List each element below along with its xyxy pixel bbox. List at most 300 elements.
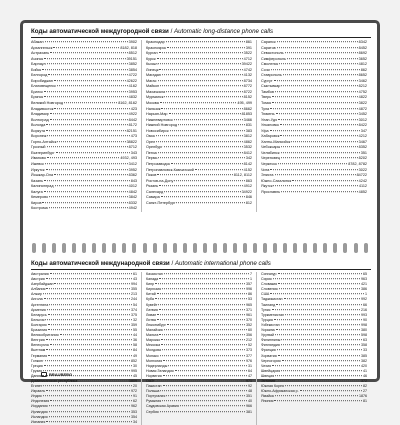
location-name: Томск [261,101,272,106]
dialing-code: 377 [246,353,252,358]
location-name: Египет [31,384,43,389]
location-name: Нальчик [146,106,161,111]
location-name: Таиланд [261,302,276,307]
dialing-code: 843 [130,178,137,183]
location-name: Тамбов [261,89,274,94]
location-name: Испания [31,419,46,424]
location-name: Канада [146,277,159,282]
location-name: Греция [31,363,43,368]
location-name: Волгоград [31,117,49,122]
location-name: Венесуэла [31,343,49,348]
dialing-code: 42622 [126,78,137,83]
dot-leader [44,91,128,92]
dot-leader [50,52,127,53]
location-name: Великобритания [31,333,59,338]
dot-leader [281,158,358,159]
dot-leader [53,47,119,48]
dialing-code: 421 [361,282,367,287]
dialing-code: 4752 [358,89,367,94]
dot-leader [175,370,247,371]
dialing-code: 4942 [128,206,137,211]
dialing-code: 84 [133,348,137,353]
location-name: Хорватия [261,353,277,358]
location-name: Аргентина [31,302,49,307]
dialing-code: 3022 [358,167,367,172]
dialing-code: 216 [361,307,367,312]
dialing-code: 33 [363,348,367,353]
dot-leader [54,283,130,284]
dialing-code: 356 [246,333,252,338]
dot-leader [160,102,237,103]
location-name: Ярославль [261,189,281,194]
dot-leader [281,370,362,371]
dialing-code: 372 [361,378,367,383]
dot-leader [275,375,362,376]
dialing-code: 380 [361,328,367,333]
location-name: Нидерланды [146,363,168,368]
dot-leader [50,401,132,402]
dot-leader [57,86,128,87]
dialing-code: 30 [133,363,137,368]
dot-leader [275,395,358,396]
code-column [257,272,371,425]
dialing-code: 4822 [358,95,367,100]
location-name: Майкоп [146,84,160,89]
location-name: Уругвай [261,333,275,338]
dialing-code: 20 [133,384,137,389]
location-name: Таджикистан [261,297,283,302]
dialing-code: 473 [130,134,137,139]
dot-leader [159,334,245,335]
dot-leader [64,102,117,103]
dialing-code: 375 [131,312,137,317]
location-name: Красноярск [146,45,167,50]
location-name: Дания [31,373,42,378]
location-name: Салехард [146,189,164,194]
dialing-code: 1 [250,277,252,282]
location-name: ОАЭ [146,378,154,383]
dot-leader [159,185,242,186]
location-name: Мурманск [146,95,164,100]
dot-leader [277,47,358,48]
dialing-code: 355 [131,287,137,292]
location-name: Черногория [261,358,281,363]
dialing-code: 8422 [358,123,367,128]
location-name: Симферополь [261,56,286,61]
dot-leader [161,345,247,346]
dot-leader [44,97,128,98]
dialing-code: 34922 [241,189,252,194]
location-name: Смоленск [261,62,279,67]
dialing-code: 351 [246,394,252,399]
location-name: Уфа [261,128,269,133]
dialing-code: 3467 [358,139,367,144]
dot-leader [60,334,132,335]
brand-name: BRAUBERG [49,372,73,377]
location-name: Пермь [146,156,158,161]
dot-leader [178,124,245,125]
dot-leader [287,58,358,59]
location-name: Магас [146,78,157,83]
dot-leader [54,174,128,175]
dialing-code: 966 [246,404,252,409]
dialing-code: 4012 [128,184,137,189]
dot-leader [46,278,132,279]
dialing-code: 381 [246,409,252,414]
location-name: Йошкар-Ола [31,173,54,178]
dot-leader [50,119,128,120]
dialing-code: 963 [361,277,367,282]
location-name: Нижневартовск [146,117,173,122]
dialing-code: 1876 [359,394,367,399]
dialing-code: 81853 [241,112,252,117]
dialing-code: 382 [361,358,367,363]
location-name: Воркута [31,128,45,133]
dialing-code: 4162 [128,84,137,89]
location-name: Польша [146,389,160,394]
dot-leader [271,69,360,70]
dot-leader [159,309,245,310]
long-distance-heading [31,27,371,38]
dot-leader [291,141,357,142]
dialing-code: 598 [361,333,367,338]
dialing-code: 352 [246,322,252,327]
location-name: Горно-Алтайск [31,139,57,144]
dot-leader [163,360,245,361]
dot-leader [276,329,360,330]
dot-leader [176,202,244,203]
dot-leader [278,273,362,274]
dot-leader [168,365,247,366]
location-name: Белгород [31,73,48,78]
dialing-code: 351 [360,150,367,155]
dialing-code: 3852 [128,62,137,67]
dot-leader [46,130,126,131]
directory-page [20,20,380,424]
location-name: Мексика [146,343,161,348]
dot-leader [163,375,247,376]
location-name: Элиста [261,173,274,178]
dialing-code: 846 [245,195,252,200]
dot-leader [48,74,127,75]
dot-leader [158,304,245,305]
location-name: Хабаровск [261,134,280,139]
dialing-code: 90 [363,317,367,322]
dialing-code: 212 [246,338,252,343]
dialing-code: 27 [363,389,367,394]
location-name: Самара [146,195,160,200]
dot-leader [285,52,358,53]
dialing-code: 8782, 8782 [348,162,367,167]
dialing-code: 4862 [243,139,252,144]
dot-leader [278,163,347,164]
dot-leader [49,304,132,305]
location-name: Псков [146,173,157,178]
dialing-code: 8202 [358,156,367,161]
dot-leader [283,74,358,75]
dot-leader [45,360,130,361]
dialing-code: 3822 [358,101,367,106]
location-name: Сингапур [261,272,277,276]
dot-leader [78,380,128,381]
dot-leader [180,406,245,407]
dialing-code: 961 [246,312,252,317]
location-name: Омск [146,134,156,139]
location-name: Кемерово [31,195,49,200]
dialing-code: 49 [133,353,137,358]
dialing-code: 53 [248,297,252,302]
dot-leader [160,86,243,87]
dialing-code: 3412 [128,162,137,167]
code-column [31,272,142,425]
location-name: Ангола [31,297,43,302]
code-row [261,399,367,404]
dialing-code: 64 [248,368,252,373]
dot-leader [54,108,129,109]
dot-leader [42,202,127,203]
international-heading [31,259,371,270]
dot-leader [157,174,232,175]
location-name: Воронеж [31,134,47,139]
dot-leader [159,69,242,70]
dot-leader [270,169,357,170]
dialing-code: 8342 [358,40,367,44]
dialing-code: 852 [131,358,137,363]
location-name: Азербайджан [31,282,54,287]
international-title-en: Automatic international phone calls [174,260,271,267]
location-name: Финляндия [261,343,280,348]
dot-leader [45,163,128,164]
location-name: Саранск [261,40,276,44]
dialing-code: 91 [133,394,137,399]
dot-leader [44,180,130,181]
dot-leader [281,324,360,325]
location-name: Латвия [146,307,158,312]
dot-leader [49,416,130,417]
dot-leader [280,135,357,136]
dot-leader [46,390,130,391]
location-name: Сирия [261,277,272,282]
location-name: Турция [261,317,273,322]
dialing-code: 7 [250,272,252,276]
dot-leader [277,41,358,42]
location-name: Монголия [146,358,163,363]
dialing-code: 992 [361,297,367,302]
dialing-code: 8142 [243,162,252,167]
dot-leader [166,395,245,396]
dialing-code: 8452 [358,45,367,50]
location-name: Кипр [146,282,155,287]
dot-leader [50,273,132,274]
dot-leader [278,355,360,356]
long-distance-title-en: Automatic long-distance phone calls [174,28,274,35]
dot-leader [276,113,358,114]
dialing-code: 3522 [243,51,252,56]
dialing-code: 82 [363,384,367,389]
location-name: Кувейт [146,302,158,307]
location-name: Севастополь [261,51,284,56]
dialing-code: 495, 499 [237,101,252,106]
dialing-code: 47 [248,373,252,378]
dialing-code: 4852 [358,189,367,194]
location-name: Петропавловск-Камчатский [146,167,194,172]
dialing-code: 52 [248,343,252,348]
dialing-code: 39151 [126,56,137,61]
dot-leader [164,191,240,192]
dot-leader [158,80,243,81]
dot-leader [282,360,360,361]
dot-leader [50,345,132,346]
location-name: Ливан [146,312,157,317]
dot-leader [47,135,129,136]
dialing-code: 993 [361,312,367,317]
code-column [31,40,142,212]
location-name: Австралия [31,272,49,276]
dialing-code: 60 [248,328,252,333]
location-name: Магадан [146,73,161,78]
location-name: Сыктывкар [261,84,281,89]
dialing-code: 61 [133,272,137,276]
location-name: Индия [31,394,42,399]
dot-leader [164,97,242,98]
code-column [257,40,371,212]
dot-leader [42,69,127,70]
dot-leader [284,299,360,300]
dialing-code: 65 [363,272,367,276]
dot-leader [46,124,127,125]
location-name: Словакия [261,282,278,287]
location-name: Филиппины [261,338,281,343]
dot-leader [43,294,130,295]
location-name: Австрия [31,277,45,282]
location-name: Санкт-Петербург [146,200,176,205]
dot-leader [161,108,242,109]
location-name: Малайзия [146,328,163,333]
dot-leader [281,345,360,346]
location-name: Бразилия [31,328,48,333]
dialing-code: 3842 [128,195,137,200]
location-name: Гонконг [31,358,44,363]
dialing-code: 39422 [241,62,252,67]
location-name: Исландия [31,414,48,419]
location-name: Махачкала [146,89,166,94]
location-name: Португалия [146,394,166,399]
location-name: Владивосток [31,106,54,111]
dialing-code: 8112, 8112 [233,173,252,178]
dialing-code: 3452 [358,112,367,117]
dot-leader [46,350,132,351]
dialing-code: 86 [248,292,252,297]
location-name: Орел [146,139,156,144]
dialing-code: 972 [131,389,137,394]
brand-mark-icon [41,372,47,377]
dot-leader [276,304,362,305]
dialing-code: 3953 [128,89,137,94]
location-name: Узбекистан [261,322,280,327]
dialing-code: 8722 [243,89,252,94]
spiral-binding [23,241,377,255]
dot-leader [46,421,132,422]
dialing-code: 4722 [128,73,137,78]
location-name: Челябинск [261,150,280,155]
dot-leader [281,86,357,87]
dot-leader [48,355,132,356]
location-name: Великий Новгород [31,101,64,106]
location-name: Швейцария [261,368,281,373]
dot-leader [56,152,130,153]
location-name: Германия [31,353,48,358]
dialing-code: 43 [133,277,137,282]
dot-leader [273,185,357,186]
dot-leader [281,152,360,153]
location-name: Екатеринбург [31,150,55,155]
dialing-code: 4922 [128,112,137,117]
dot-leader [46,169,128,170]
dot-leader [162,74,243,75]
dialing-code: 4712 [243,56,252,61]
location-name: Новосибирск [146,128,169,133]
location-name: Иркутск [31,167,45,172]
location-name: Чехия [261,363,272,368]
dialing-code: 8332 [128,200,137,205]
code-column [142,272,257,425]
location-name: Грозный [31,145,46,150]
dot-leader [279,288,360,289]
dialing-code: 36 [133,338,137,343]
code-row [31,206,137,212]
dialing-code: 3652 [358,56,367,61]
dot-leader [163,385,247,386]
dialing-code: 81 [363,399,367,404]
dot-leader [167,324,245,325]
location-name: Беларусь [31,312,47,317]
dot-leader [44,58,125,59]
dot-leader [49,411,130,412]
dot-leader [166,91,243,92]
dialing-code: 46 [363,373,367,378]
dialing-code: 8412 [243,150,252,155]
location-name: Марокко [146,338,161,343]
location-name: Литва [146,317,156,322]
dialing-code: 863 [245,178,252,183]
location-name: Брянск [31,95,44,100]
dot-leader [272,97,357,98]
dialing-code: 8772 [243,84,252,89]
location-name: Тула [261,106,270,111]
location-name: Иваново [31,156,46,161]
dialing-code: 8734 [243,78,252,83]
location-name: Индонезия [31,399,50,404]
location-name: Петрозаводск [146,162,170,167]
dialing-code: 8352 [358,145,367,150]
location-name: Благовещенск [31,84,56,89]
heading-separator: / [168,28,175,35]
dot-leader [43,395,132,396]
dialing-code: 4152 [243,167,252,172]
dialing-code: 831 [245,123,252,128]
dialing-code: 66 [363,302,367,307]
dialing-code: 359 [131,322,137,327]
code-row [146,201,252,207]
location-name: Курган [146,51,158,56]
dot-leader [167,47,245,48]
location-name: Армения [31,307,46,312]
dialing-code: 48 [248,389,252,394]
dot-leader [275,91,358,92]
dialing-code: 357 [246,282,252,287]
dot-leader [158,63,240,64]
dot-leader [161,339,245,340]
